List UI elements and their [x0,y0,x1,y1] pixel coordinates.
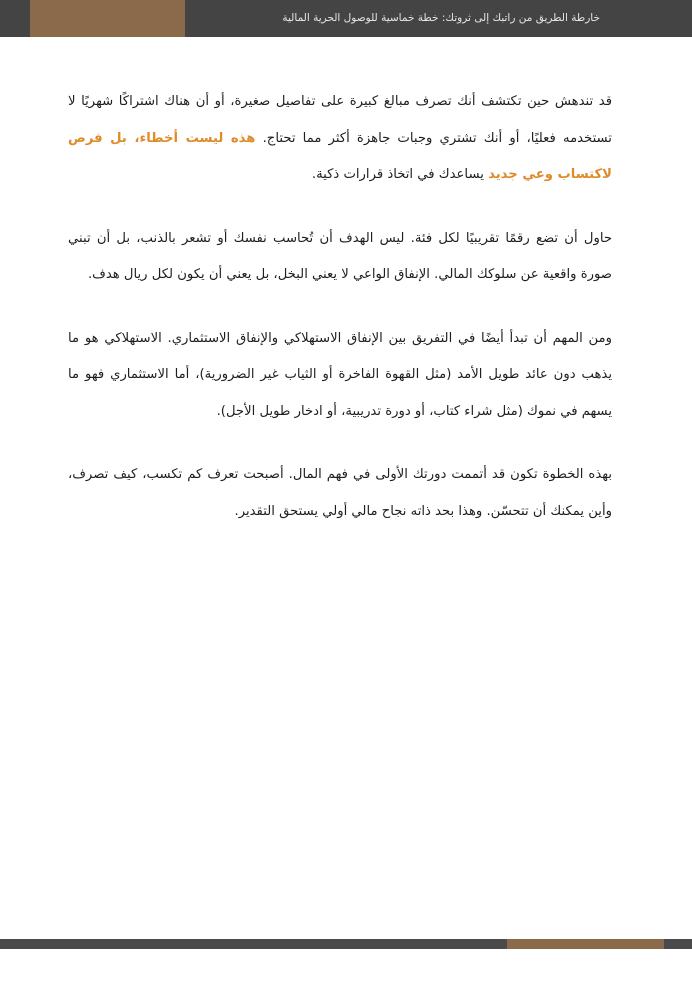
document-body [68,84,612,557]
paragraph-1-tail: يساعدك في اتخاذ قرارات ذكية. [311,167,489,182]
paragraph-3: ومن المهم أن تبدأ أيضًا في التفريق بين الإنفاق الاستهلاكي والإنفاق الاستثماري. الاستهلاكي هو ما يذهب دون عائد طويل الأمد (مثل القهوة الفاخرة أو الثياب غير الضرورية)، أما الاستثماري فهو ما يسهم في نموك (مثل شراء كتاب، أو دورة تدريبية، أو ادخار طويل الأجل). [68,330,612,419]
paragraph-1 [68,84,612,194]
running-header-title: خارطة الطريق من راتبك إلى ثروتك: خطة خماسية للوصول الحرية المالية [282,12,600,24]
footer-accent-block [507,939,664,949]
paragraph-1-text: قد تندهش حين تكتشف أنك تصرف مبالغ كبيرة على تفاصيل صغيرة، أو أن هناك اشتراكًا شهريًا لا تستخدمه فعليًا، أو أنك تشتري وجبات جاهزة أكثر مما تحتاج. [68,94,612,146]
paragraph-4: بهذه الخطوة تكون قد أتممت دورتك الأولى في فهم المال. أصبحت تعرف كم تكسب، كيف تصرف، وأين يمكنك أن تتحسّن. وهذا بحد ذاته نجاح مالي أولي يستحق التقدير. [68,467,612,519]
header-accent-block [30,0,185,37]
paragraph-2: حاول أن تضع رقمًا تقريبيًا لكل فئة. ليس الهدف أن تُحاسب نفسك أو تشعر بالذنب، بل أن تبني صورة واقعية عن سلوكك المالي. الإنفاق الواعي لا يعني البخل، بل يعني أن يكون لكل ريال هدف. [68,230,612,282]
highlighted-sentence: هذه ليست أخطاء، بل فرص لاكتساب وعي جديد [68,130,612,182]
